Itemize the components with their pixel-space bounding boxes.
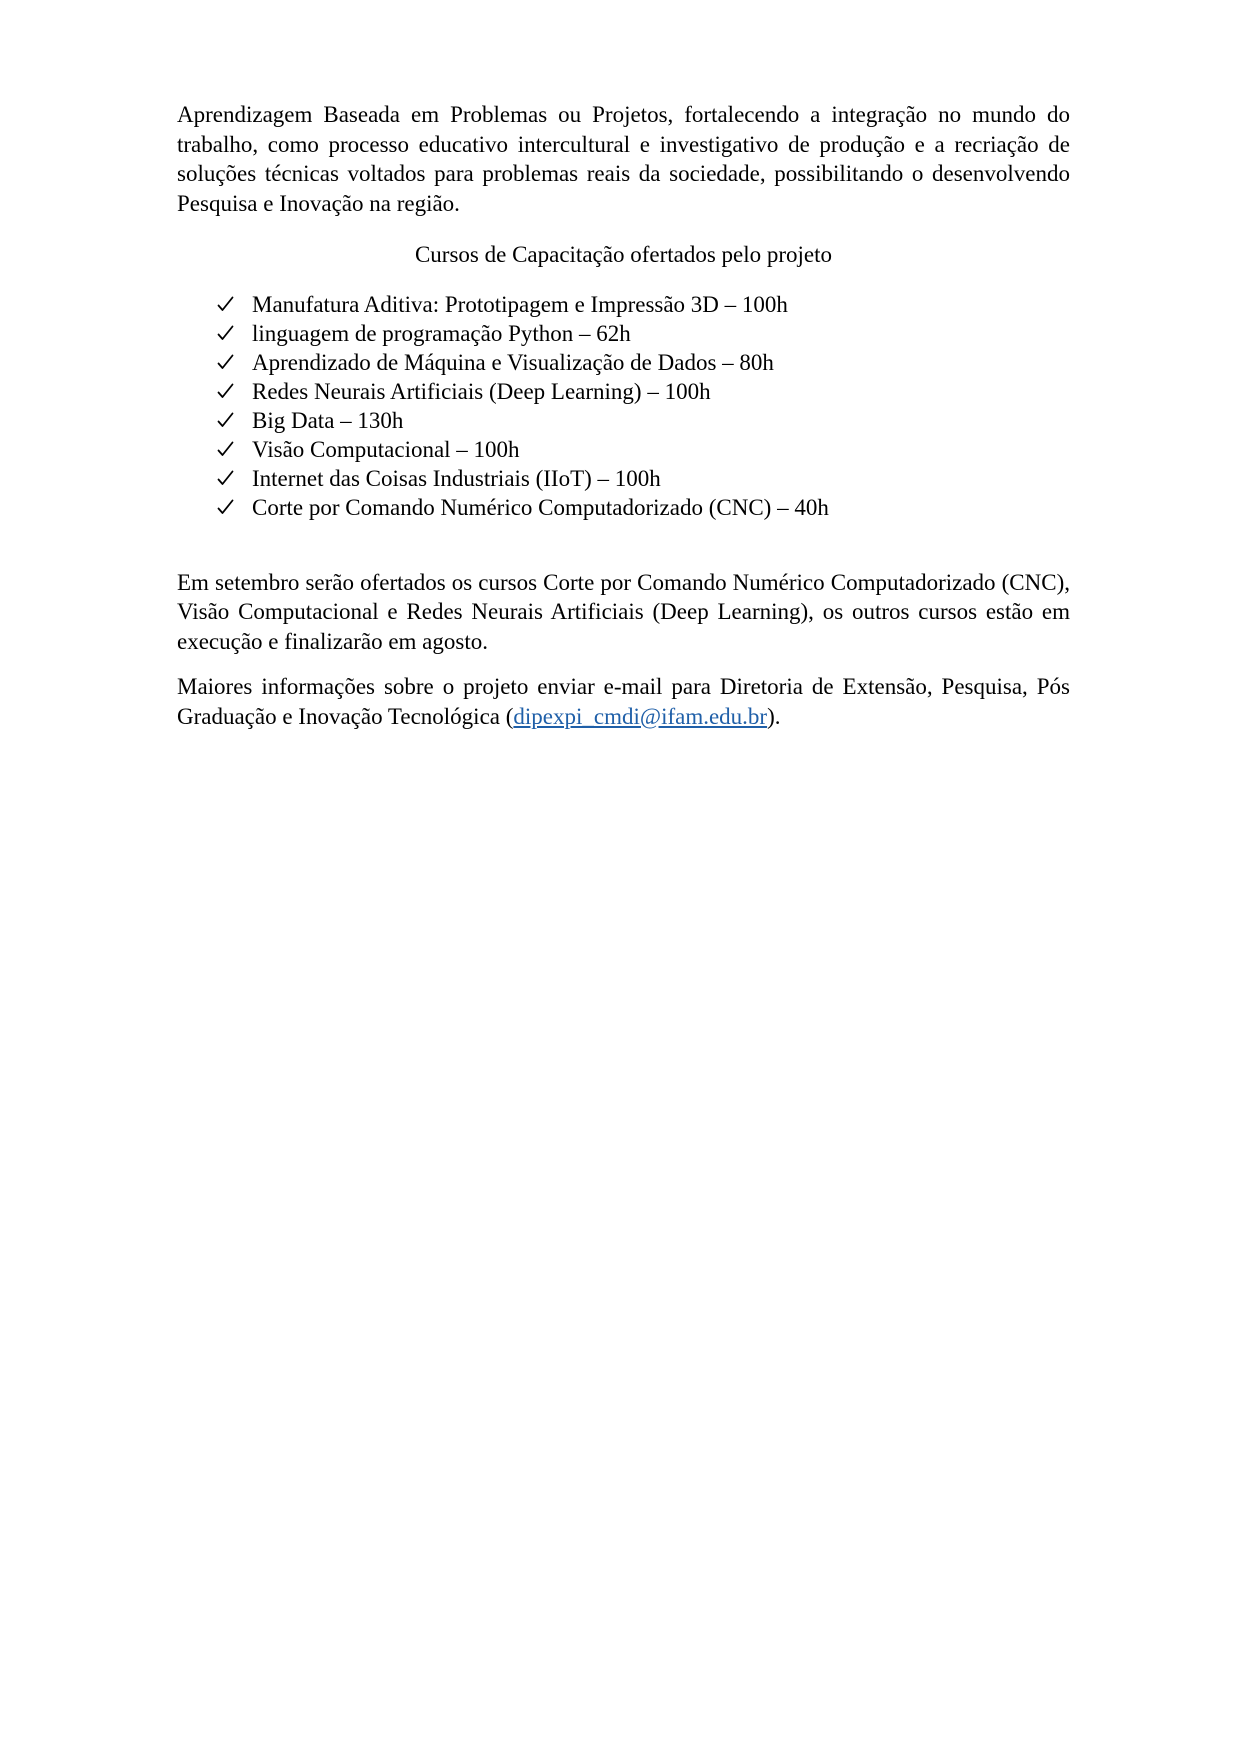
checkmark-icon (217, 383, 234, 399)
document-body (177, 100, 1070, 731)
list-item (217, 435, 1070, 464)
checkmark-icon (217, 354, 234, 370)
contact-paragraph (177, 672, 1070, 731)
email-link[interactable]: dipexpi_cmdi@ifam.edu.br (513, 703, 768, 729)
list-item (217, 290, 1070, 319)
schedule-paragraph: Em setembro serão ofertados os cursos Corte por Comando Numérico Computadorizado (CNC), Visão Computacional e Redes Neurais Artificiais (Deep Learning), os outros cursos estão em execução e finalizarão em agosto. (177, 569, 1070, 654)
list-item (217, 348, 1070, 377)
checkmark-icon (217, 470, 234, 486)
courses-heading: Cursos de Capacitação ofertados pelo projeto (414, 242, 833, 267)
checkmark-icon (217, 499, 234, 515)
checkmark-icon (217, 296, 234, 312)
course-label: Visão Computacional – 100h (252, 436, 520, 462)
course-label: linguagem de programação Python – 62h (252, 320, 631, 346)
list-item (217, 377, 1070, 406)
list-item (217, 464, 1070, 493)
checkmark-icon (217, 412, 234, 428)
list-item (217, 319, 1070, 348)
contact-text-after: ). (767, 703, 781, 729)
checkmark-icon (217, 325, 234, 341)
course-label: Redes Neurais Artificiais (Deep Learning) – 100h (252, 378, 711, 404)
course-list (177, 290, 1070, 522)
course-label: Aprendizado de Máquina e Visualização de Dados – 80h (252, 349, 774, 375)
contact-text-before: Maiores informações sobre o projeto enviar e-mail para Diretoria de Extensão, Pesquisa, Pós Graduação e Inovação Tecnológica ( (177, 674, 1070, 729)
course-label: Manufatura Aditiva: Prototipagem e Impressão 3D – 100h (252, 291, 788, 317)
checkmark-icon (217, 441, 234, 457)
course-label: Big Data – 130h (252, 407, 404, 433)
course-label: Internet das Coisas Industriais (IIoT) – 100h (252, 465, 661, 491)
list-item (217, 406, 1070, 435)
intro-paragraph: Aprendizagem Baseada em Problemas ou Projetos, fortalecendo a integração no mundo do trabalho, como processo educativo intercultural e investigativo de produção e a recriação de soluções técnicas voltados para problemas reais da sociedade, possibilitando o desenvolvendo Pesquisa e Inovação na região. (177, 102, 1070, 216)
list-item (217, 493, 1070, 522)
course-label: Corte por Comando Numérico Computadorizado (CNC) – 40h (252, 494, 829, 520)
